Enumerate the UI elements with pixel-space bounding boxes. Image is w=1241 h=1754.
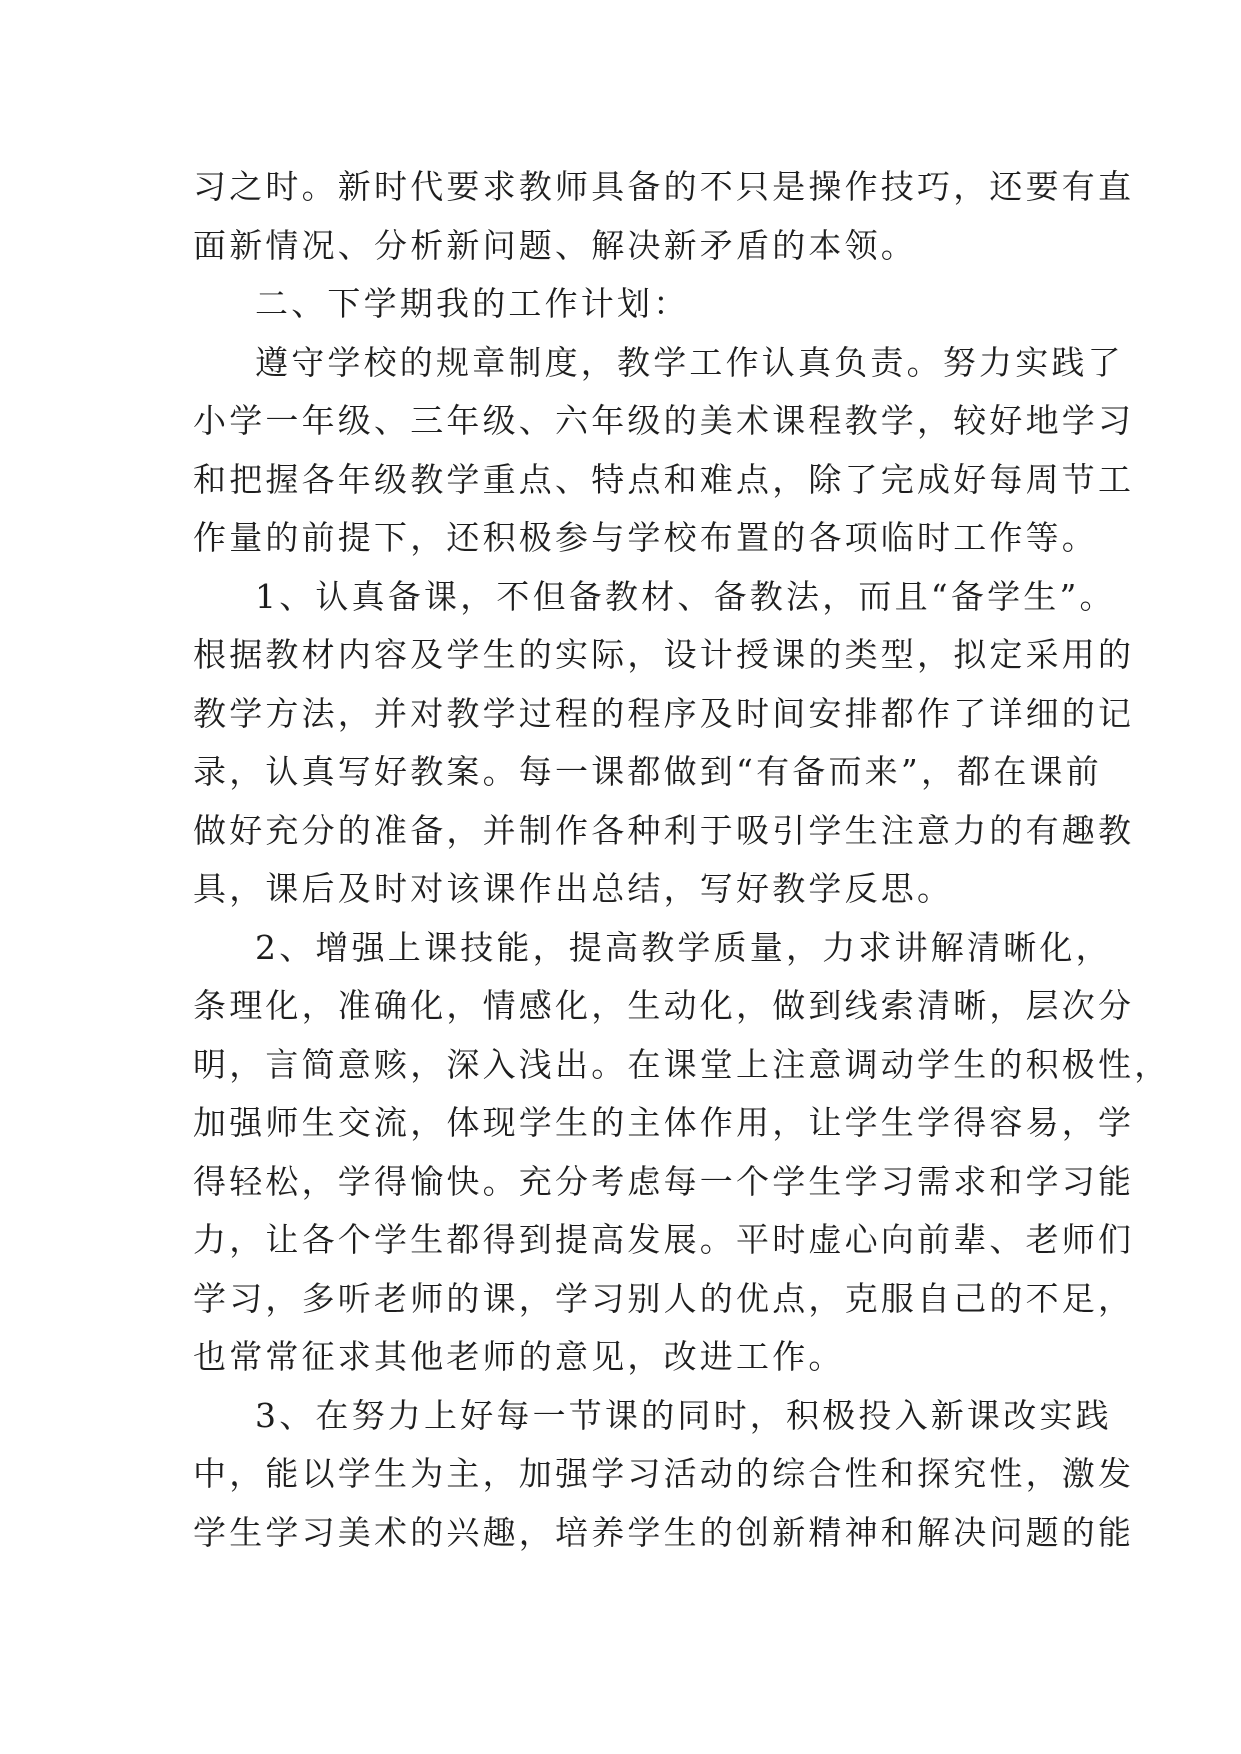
text-line: 力，让各个学生都得到提高发展。平时虚心向前辈、老师们: [193, 1220, 1135, 1259]
text-line: 根据教材内容及学生的实际，设计授课的类型，拟定采用的: [193, 635, 1135, 674]
text-line: 二、下学期我的工作计划：: [255, 284, 690, 323]
text-line: 作量的前提下，还积极参与学校布置的各项临时工作等。: [193, 518, 1098, 557]
text-line: 教学方法，并对教学过程的程序及时间安排都作了详细的记: [193, 693, 1135, 733]
text-line: 3、在努力上好每一节课的同时，积极投入新课改实践: [255, 1395, 1112, 1435]
text-line: 明，言简意赅，深入浅出。在课堂上注意调动学生的积极性，: [193, 1044, 1171, 1084]
text-line: 中，能以学生为主，加强学习活动的综合性和探究性，激发: [193, 1454, 1135, 1493]
paragraph-intro: [193, 334, 1135, 568]
text-line: 做好充分的准备，并制作各种利于吸引学生注意力的有趣教: [193, 810, 1135, 850]
paragraph-item-2: [193, 919, 1171, 1387]
document-body: [193, 158, 1171, 1562]
text-line: 2、增强上课技能，提高教学质量，力求讲解清晰化，: [255, 927, 1112, 967]
text-line: 和把握各年级教学重点、特点和难点，除了完成好每周节工: [193, 459, 1135, 499]
text-line: 也常常征求其他老师的意见，改进工作。: [193, 1337, 845, 1376]
text-line: 具，课后及时对该课作出总结，写好教学反思。: [193, 869, 954, 908]
paragraph-item-3: [193, 1387, 1135, 1563]
text-line: 条理化，准确化，情感化，生动化，做到线索清晰，层次分: [193, 986, 1135, 1025]
text-line: 1、认真备课，不但备教材、备教法，而且“备学生”。: [255, 576, 1116, 616]
text-line: 学生学习美术的兴趣，培养学生的创新精神和解决问题的能: [193, 1512, 1135, 1552]
text-line: 习之时。新时代要求教师具备的不只是操作技巧，还要有直: [193, 167, 1135, 206]
section-heading: [193, 275, 1055, 334]
paragraph-item-1: [193, 568, 1135, 919]
text-line: 小学一年级、三年级、六年级的美术课程教学，较好地学习: [193, 401, 1135, 440]
text-line: 加强师生交流，体现学生的主体作用，让学生学得容易，学: [193, 1103, 1135, 1142]
text-line: 遵守学校的规章制度，教学工作认真负责。努力实践了: [255, 342, 1124, 382]
paragraph-continuation: [193, 158, 1135, 275]
text-line: 得轻松，学得愉快。充分考虑每一个学生学习需求和学习能: [193, 1161, 1135, 1201]
text-line: 录，认真写好教案。每一课都做到“有备而来”，都在课前: [193, 752, 1102, 791]
text-line: 面新情况、分析新问题、解决新矛盾的本领。: [193, 225, 917, 265]
text-line: 学习，多听老师的课，学习别人的优点，克服自己的不足，: [193, 1278, 1135, 1318]
